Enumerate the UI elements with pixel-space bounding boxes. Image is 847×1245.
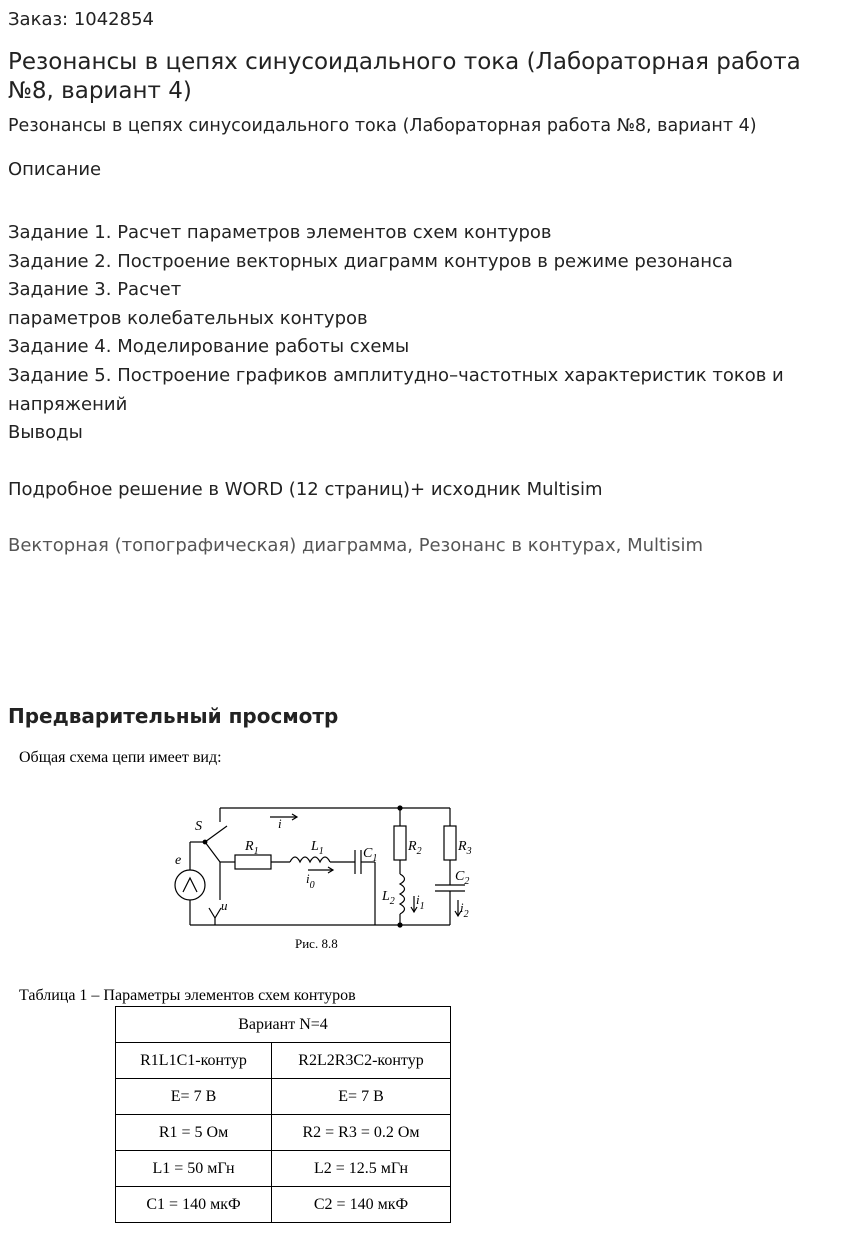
figure-caption: Рис. 8.8 (295, 936, 338, 951)
table-row (116, 1079, 451, 1115)
meter-arrow (209, 908, 221, 918)
tag-link[interactable]: Multisim (627, 535, 703, 556)
table-row (116, 1007, 451, 1043)
tag-separator: , (615, 535, 628, 556)
task-line: Задание 4. Моделирование работы схемы (8, 336, 410, 358)
tag-list (8, 535, 703, 556)
page-title: Резонансы в цепях синусоидального тока (Лабораторная работа №8, вариант 4) (8, 49, 801, 104)
source-arrow (183, 878, 197, 892)
label-i2: $i_2$ (460, 900, 469, 920)
label-s: S (195, 819, 202, 834)
description-heading: Описание (8, 159, 102, 180)
table-cell: C2 = 140 мкФ (272, 1187, 451, 1223)
preview-intro: Общая схема цепи имеет вид: (19, 749, 222, 766)
parameters-table (115, 1006, 451, 1223)
resistor-r2 (394, 826, 406, 860)
task-line: Задание 1. Расчет параметров элементов схем контуров (8, 222, 552, 243)
tag-separator: , (407, 535, 419, 556)
table-caption: Таблица 1 – Параметры элементов схем контуров (19, 987, 356, 1004)
table-header-left: R1L1C1-контур (116, 1043, 272, 1079)
label-u: u (221, 898, 228, 913)
switch-to-series (205, 842, 220, 862)
label-i: i (278, 816, 282, 831)
page-subtitle: Резонансы в цепях синусоидального тока (Лабораторная работа №8, вариант 4) (8, 116, 757, 136)
label-c2: $C_2$ (455, 869, 470, 887)
voltage-source (175, 870, 205, 900)
table-variant-cell: Вариант N=4 (116, 1007, 451, 1043)
table-cell: E= 7 В (116, 1079, 272, 1115)
inductor-l2 (400, 874, 405, 914)
label-r1: $R_1$ (245, 839, 259, 857)
task-line: Задание 5. Построение графиков амплитудно–частотных характеристик токов и (8, 364, 784, 386)
task-line: Выводы (8, 422, 83, 444)
preview-heading: Предварительный просмотр (8, 704, 339, 728)
inductor-l1 (290, 857, 330, 862)
resistor-r3 (444, 826, 456, 860)
table-cell: C1 = 140 мкФ (116, 1187, 272, 1223)
table-row (116, 1187, 451, 1223)
label-l1: $L_1$ (311, 839, 324, 857)
label-i1: $i_1$ (416, 892, 425, 912)
task-line: Задание 3. Расчет (8, 279, 182, 301)
label-i0: $i_0$ (306, 871, 315, 891)
table-cell: E= 7 В (272, 1079, 451, 1115)
table-row (116, 1043, 451, 1079)
resistor-r1 (235, 855, 271, 869)
table-row (116, 1151, 451, 1187)
table-header-right: R2L2R3C2-контур (272, 1043, 451, 1079)
table-cell: L2 = 12.5 мГн (272, 1151, 451, 1187)
table-cell: R2 = R3 = 0.2 Ом (272, 1115, 451, 1151)
label-l2: $L_2$ (382, 889, 395, 907)
description-body (8, 219, 843, 505)
circuit-diagram (165, 800, 485, 932)
task-line: параметров колебательных контуров (8, 307, 368, 329)
junction-bottom (398, 923, 402, 927)
tag-link[interactable]: Резонанс в контурах (418, 535, 616, 556)
task-line: напряжений (8, 393, 128, 415)
label-r3: $R_3$ (458, 839, 472, 857)
table-cell: L1 = 50 мГн (116, 1151, 272, 1187)
order-number: Заказ: 1042854 (8, 9, 154, 30)
label-c1: $C_1$ (363, 846, 378, 864)
switch-blade (205, 826, 227, 842)
label-e: e (175, 853, 182, 868)
tag-link[interactable]: Векторная (топографическая) диаграмма (8, 535, 408, 556)
label-r2: $R_2$ (408, 839, 422, 857)
solution-note: Подробное решение в WORD (12 страниц)+ исходник Multisim (8, 479, 603, 501)
task-line: Задание 2. Построение векторных диаграмм контуров в режиме резонанса (8, 250, 733, 272)
table-cell: R1 = 5 Ом (116, 1115, 272, 1151)
table-row (116, 1115, 451, 1151)
